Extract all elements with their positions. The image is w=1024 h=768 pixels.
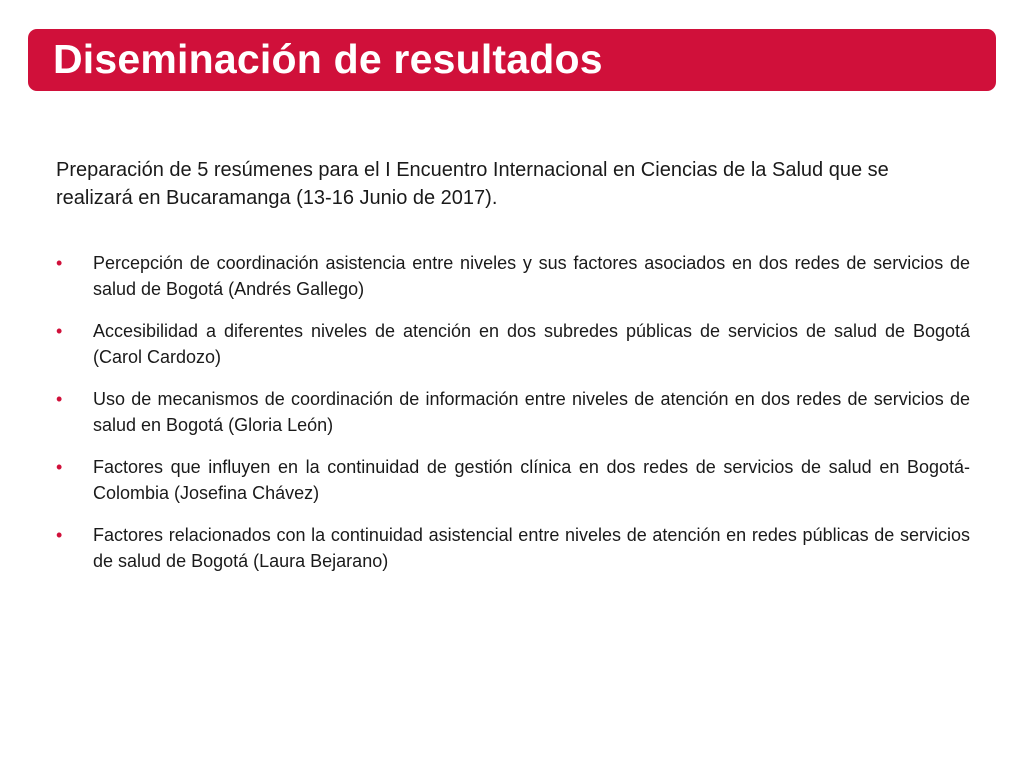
bullet-icon: • — [56, 525, 63, 545]
title-bar — [28, 29, 996, 91]
bullet-item — [56, 454, 970, 506]
bullet-list — [56, 250, 970, 590]
bullet-text: Factores relacionados con la continuidad asistencial entre niveles de atención en redes públicas de servicios de salud de Bogotá (Laura Bejarano) — [93, 525, 970, 571]
slide-title: Diseminación de resultados — [53, 35, 603, 82]
bullet-item — [56, 522, 970, 574]
bullet-icon: • — [56, 321, 63, 341]
bullet-item — [56, 250, 970, 302]
bullet-icon: • — [56, 457, 63, 477]
bullet-text: Percepción de coordinación asistencia entre niveles y sus factores asociados en dos redes de servicios de salud de Bogotá (Andrés Gallego) — [93, 253, 970, 299]
bullet-icon: • — [56, 389, 63, 409]
bullet-text: Factores que influyen en la continuidad de gestión clínica en dos redes de servicios de salud en Bogotá-Colombia (Josefina Chávez) — [93, 457, 970, 503]
bullet-text: Accesibilidad a diferentes niveles de atención en dos subredes públicas de servicios de salud de Bogotá (Carol Cardozo) — [93, 321, 970, 367]
bullet-icon: • — [56, 253, 63, 273]
intro-paragraph: Preparación de 5 resúmenes para el I Encuentro Internacional en Ciencias de la Salud que se realizará en Bucaramanga (13-16 Junio de 2017). — [56, 159, 889, 209]
bullet-item — [56, 386, 970, 438]
bullet-text: Uso de mecanismos de coordinación de información entre niveles de atención en dos redes de servicios de salud en Bogotá (Gloria León) — [93, 389, 970, 435]
bullet-item — [56, 318, 970, 370]
